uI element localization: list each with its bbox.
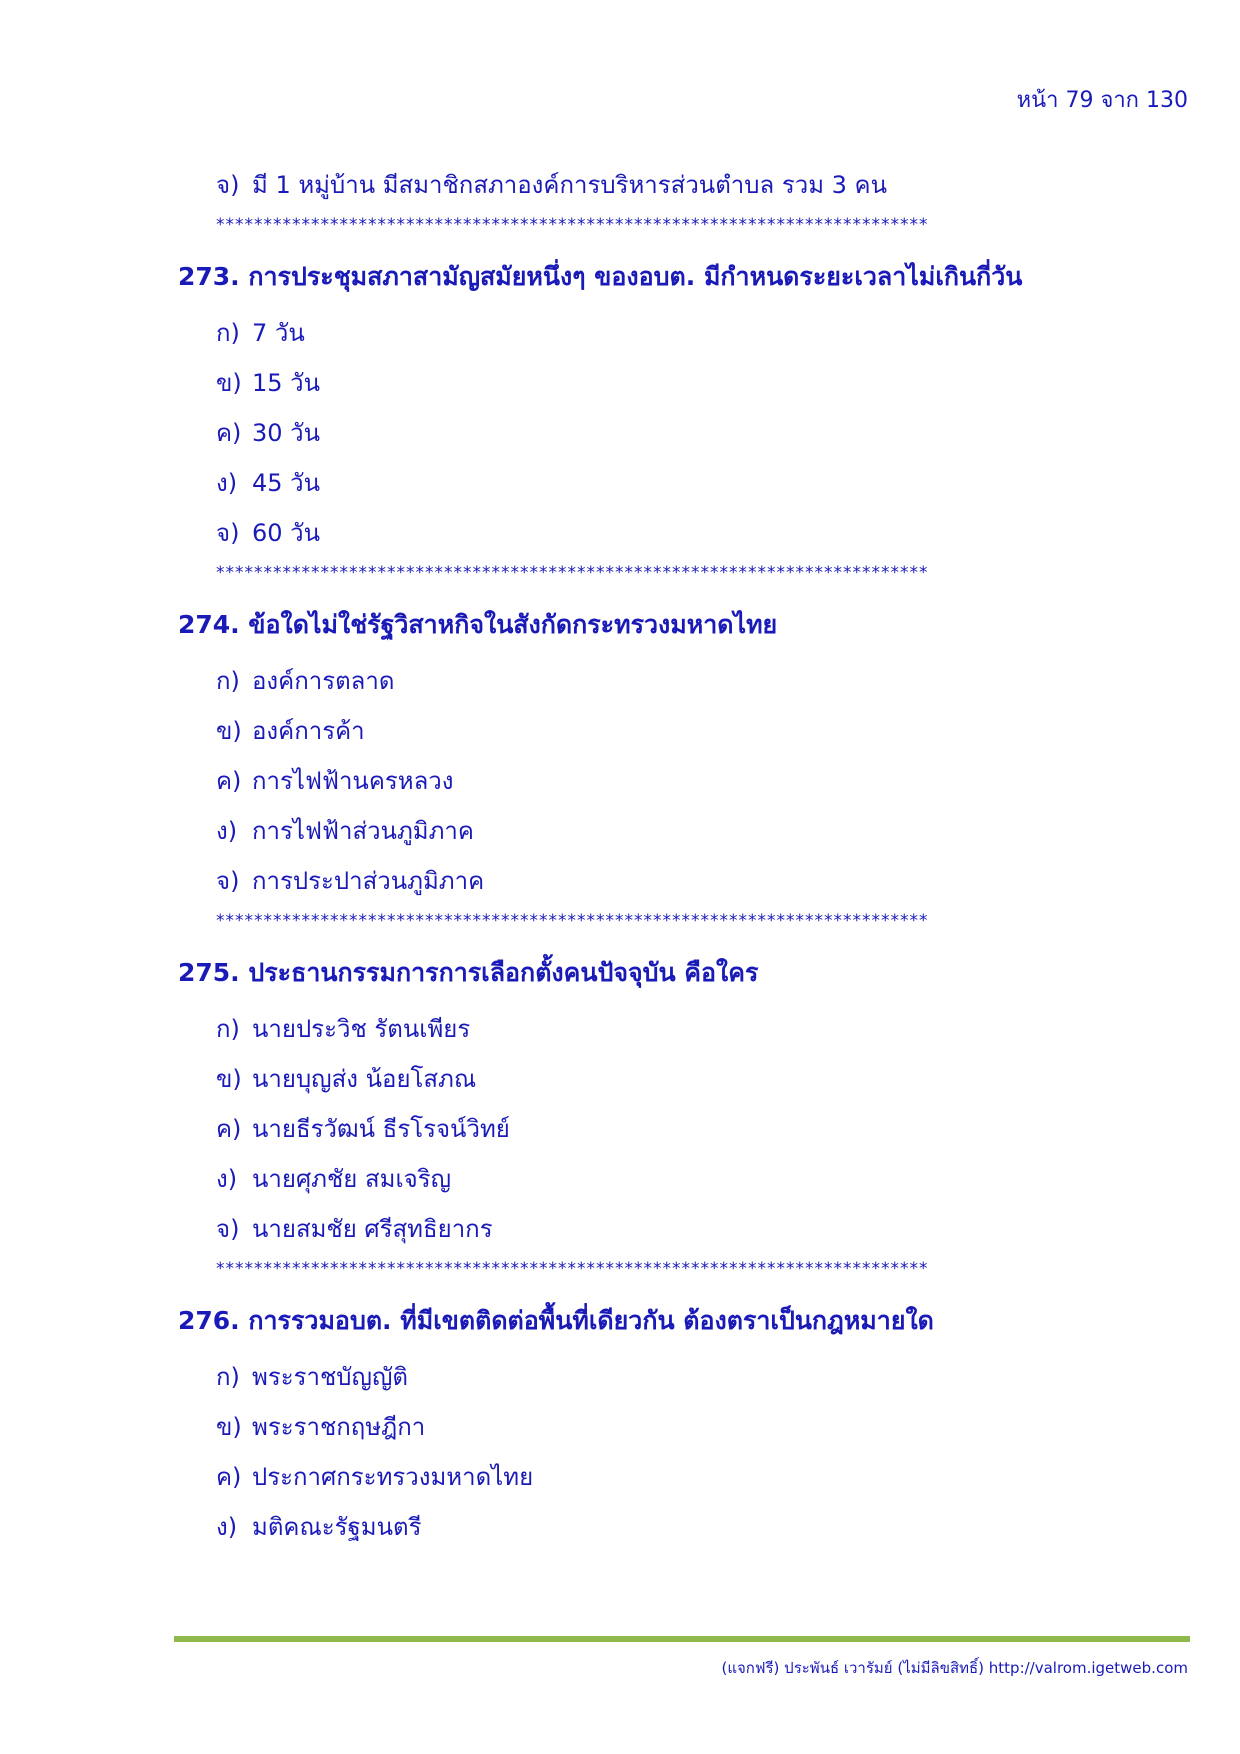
option-text: นายศุภชัย สมเจริญ — [252, 1165, 452, 1193]
option-letter: จ) — [216, 519, 240, 547]
option-text: มติคณะรัฐมนตรี — [252, 1513, 422, 1541]
answer-option — [178, 1452, 1168, 1502]
option-letter: ง) — [216, 817, 238, 845]
answer-option — [178, 1502, 1168, 1552]
answer-option — [178, 1402, 1168, 1452]
page-number: หน้า 79 จาก 130 — [1016, 88, 1188, 113]
option-letter: ค) — [216, 419, 242, 447]
option-text: พระราชกฤษฎีกา — [252, 1413, 426, 1441]
separator-stars: *************************************************************************** — [216, 215, 929, 235]
option-letter: จ) — [216, 867, 240, 895]
answer-option — [178, 1154, 1168, 1204]
option-text: ประกาศกระทรวงมหาดไทย — [252, 1463, 534, 1491]
option-letter: ง) — [216, 469, 238, 497]
option-text: องค์การตลาด — [252, 667, 395, 695]
option-letter: ก) — [216, 319, 240, 347]
answer-option — [178, 1204, 1168, 1254]
separator-stars: *************************************************************************** — [216, 1259, 929, 1279]
answer-option — [178, 1054, 1168, 1104]
answer-option — [178, 856, 1168, 906]
option-text: นายประวิช รัตนเพียร — [252, 1015, 471, 1043]
option-letter: ก) — [216, 1015, 240, 1043]
option-letter: ข) — [216, 369, 242, 397]
option-letter: ก) — [216, 1363, 240, 1391]
separator-stars: *************************************************************************** — [216, 563, 929, 583]
option-letter: ค) — [216, 1115, 242, 1143]
answer-option — [178, 508, 1168, 558]
option-letter: จ) — [216, 1215, 240, 1243]
answer-option — [178, 1104, 1168, 1154]
footer-divider — [174, 1636, 1190, 1642]
answer-option — [178, 408, 1168, 458]
exam-content — [178, 160, 1168, 1552]
option-letter: จ) — [216, 171, 240, 199]
answer-option — [178, 160, 1168, 210]
option-text: 45 วัน — [252, 469, 321, 497]
option-text: นายสมชัย ศรีสุทธิยากร — [252, 1215, 493, 1243]
option-letter: ข) — [216, 1065, 242, 1093]
option-letter: ง) — [216, 1513, 238, 1541]
option-text: องค์การค้า — [252, 717, 365, 745]
option-text: 15 วัน — [252, 369, 321, 397]
question-heading: 274. ข้อใดไม่ใช่รัฐวิสาหกิจในสังกัดกระทรวงมหาดไทย — [178, 610, 778, 639]
question-heading: 276. การรวมอบต. ที่มีเขตติดต่อพื้นที่เดียวกัน ต้องตราเป็นกฎหมายใด — [178, 1306, 934, 1335]
answer-option — [178, 358, 1168, 408]
question-heading: 273. การประชุมสภาสามัญสมัยหนึ่งๆ ของอบต. มีกำหนดระยะเวลาไม่เกินกี่วัน — [178, 262, 1023, 291]
separator-stars: *************************************************************************** — [216, 911, 929, 931]
option-text: มี 1 หมู่บ้าน มีสมาชิกสภาองค์การบริหารส่วนตำบล รวม 3 คน — [252, 171, 888, 199]
option-text: 7 วัน — [252, 319, 305, 347]
option-text: 30 วัน — [252, 419, 321, 447]
option-letter: ก) — [216, 667, 240, 695]
answer-option — [178, 806, 1168, 856]
question-heading: 275. ประธานกรรมการการเลือกตั้งคนปัจจุบัน คือใคร — [178, 958, 759, 987]
answer-option — [178, 656, 1168, 706]
option-letter: ค) — [216, 767, 242, 795]
option-letter: ข) — [216, 717, 242, 745]
answer-option — [178, 756, 1168, 806]
answer-option — [178, 706, 1168, 756]
option-text: การประปาส่วนภูมิภาค — [252, 867, 485, 895]
answer-option — [178, 1352, 1168, 1402]
option-text: พระราชบัญญัติ — [252, 1363, 408, 1391]
answer-option — [178, 1004, 1168, 1054]
option-text: การไฟฟ้าส่วนภูมิภาค — [252, 817, 474, 845]
option-text: การไฟฟ้านครหลวง — [252, 767, 454, 795]
option-letter: ค) — [216, 1463, 242, 1491]
option-letter: ข) — [216, 1413, 242, 1441]
option-text: นายธีรวัฒน์ ธีรโรจน์วิทย์ — [252, 1115, 510, 1143]
option-text: นายบุญส่ง น้อยโสภณ — [252, 1065, 477, 1093]
footer-credit: (แจกฟรี) ประพันธ์ เวารัมย์ (ไม่มีลิขสิทธิ์) http://valrom.igetweb.com — [721, 1659, 1188, 1677]
option-text: 60 วัน — [252, 519, 321, 547]
answer-option — [178, 308, 1168, 358]
option-letter: ง) — [216, 1165, 238, 1193]
answer-option — [178, 458, 1168, 508]
